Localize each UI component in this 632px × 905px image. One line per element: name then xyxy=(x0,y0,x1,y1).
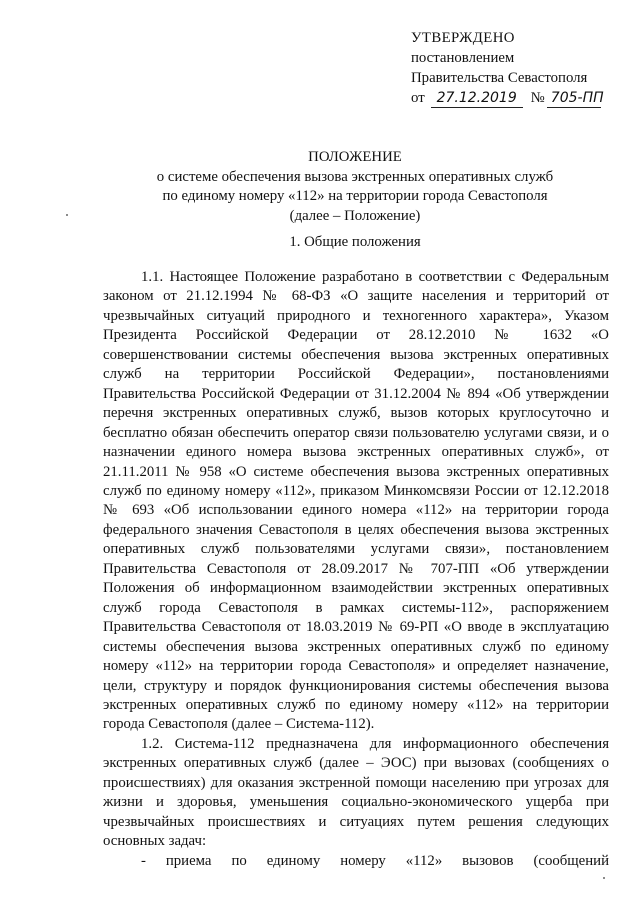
heading-line-3: (далее – Положение) xyxy=(289,207,421,224)
scan-speck xyxy=(603,877,605,879)
approval-from-label: от xyxy=(411,90,425,106)
list-item-dash: - приема по единому номеру «112» вызовов (сообщений xyxy=(141,852,609,869)
document-body xyxy=(103,268,609,871)
approval-number-handwritten: 705-ПП xyxy=(547,90,601,108)
scan-speck xyxy=(66,214,68,216)
document-title: ПОЛОЖЕНИЕ xyxy=(308,149,402,165)
approval-number-label: № xyxy=(530,90,545,106)
approval-line-2: Правительства Севастополя xyxy=(411,70,588,86)
paragraph-1-1: 1.1. Настоящее Положение разработано в соответствии с Федеральным законом от 21.12.1994 № 68-ФЗ «О защите населения и территорий от чрезвычайных ситуаций природного и техногенного характера», Указом Президента Российской Федерации от 28.12.2010 № 1632 «О совершенствовании системы обеспечения вызова экстренных оперативных служб на территории Российской Федерации», постановлениями Правительства Российской Федерации от 31.12.2004 № 894 «Об утверждении перечня экстренных оперативных служб, вызов которых круглосуточно и бесплатно обязан обеспечить оператор связи пользователю услугами связи, и о назначении единого номера вызова экстренных оперативных служб», от 21.11.2011 № 958 «О системе обеспечения вызова экстренных оперативных служб по единому номеру «112», приказом Минкомсвязи России от 12.12.2018 № 693 «Об использовании единого номера «112» на территории города федерального значения Севастополя в целях обеспечения вызова экстренных оперативных служб пользователями услугами связи», постановлением Правительства Севастополя от 28.09.2017 № 707-ПП «Об утверждении Положения об информационном взаимодействии экстренных оперативных служб города Севастополя в рамках системы-112», распоряжением Правительства Севастополя от 18.03.2019 № 69-РП «О вводе в эксплуатацию системы обеспечения вызова экстренных оперативных служб по единому номеру «112» на территории города Севастополя» и определяет назначение, цели, структуру и порядок функционирования системы обеспечения вызова экстренных оперативных служб по единому номеру «112» на территории города Севастополя (далее – Система-112). xyxy=(103,269,609,733)
heading-line-2: по единому номеру «112» на территории города Севастополя xyxy=(162,188,548,204)
approval-date-row xyxy=(411,88,604,108)
paragraph-1-2: 1.2. Система-112 предназначена для информационного обеспечения экстренных оперативных служб (далее – ЭОС) при вызовах (сообщениях о происшествиях) для оказания экстренной помощи населению при угрозах для жизни и здоровья, уменьшения социально-экономического ущерба при чрезвычайных происшествиях и ситуациях путем решения следующих основных задач: xyxy=(103,735,609,850)
approval-title: УТВЕРЖДЕНО xyxy=(411,30,515,46)
section-title: 1. Общие положения xyxy=(289,234,421,250)
approval-block xyxy=(411,28,604,108)
heading-line-1: о системе обеспечения вызова экстренных оперативных служб xyxy=(156,168,554,185)
approval-date-handwritten: 27.12.2019 xyxy=(431,90,523,108)
approval-line-1: постановлением xyxy=(411,50,515,66)
document-heading xyxy=(100,148,610,226)
